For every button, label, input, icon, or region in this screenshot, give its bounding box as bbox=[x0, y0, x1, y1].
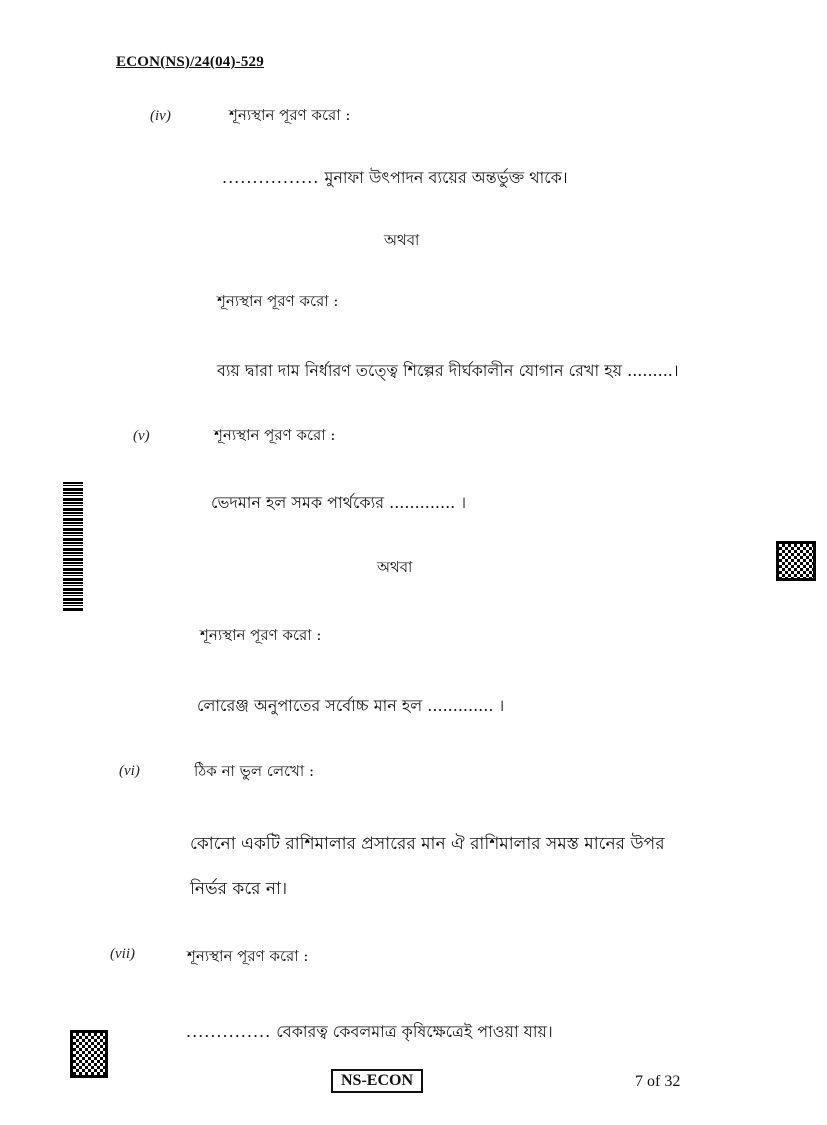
question-iv-alt-statement: ব্যয় দ্বারা দাম নির্ধারণ তত্ত্বে শিল্পের দীর্ঘকালীন যোগান রেখা হয় .........। bbox=[217, 361, 679, 380]
question-iv-instruction: শূন্যস্থান পূরণ করো : bbox=[229, 106, 351, 124]
qr-code-icon bbox=[776, 541, 816, 581]
blank-dots: ................ bbox=[222, 168, 320, 187]
question-iv-statement-row bbox=[222, 165, 568, 192]
question-number-vii: (vii) bbox=[110, 946, 135, 962]
question-vii-instruction: শূন্যস্থান পূরণ করো : bbox=[187, 947, 309, 965]
question-iv-statement: মুনাফা উৎপাদন ব্যয়ের অন্তর্ভুক্ত থাকে। bbox=[324, 168, 568, 187]
question-v-statement: ভেদমান হল সমক পার্থক্যের ............. । bbox=[211, 493, 467, 512]
question-v-alt-instruction: শূন্যস্থান পূরণ করো : bbox=[200, 626, 322, 644]
or-label-iv: অথবা bbox=[384, 231, 420, 249]
question-vi-statement-line2: নির্ভর করে না। bbox=[190, 879, 288, 899]
question-iv-alt-instruction: শূন্যস্থান পূরণ করো : bbox=[217, 292, 339, 310]
question-number-iv: (iv) bbox=[150, 108, 171, 124]
blank-dots: .............. bbox=[186, 1022, 272, 1041]
question-number-vi: (vi) bbox=[119, 763, 140, 779]
barcode-icon bbox=[63, 482, 83, 612]
question-vii-statement: বেকারত্ব কেবলমাত্র কৃষিক্ষেত্রেই পাওয়া যায়। bbox=[276, 1022, 553, 1041]
question-v-instruction: শূন্যস্থান পূরণ করো : bbox=[214, 426, 336, 444]
question-vi-instruction: ঠিক না ভুল লেখো : bbox=[194, 762, 315, 780]
question-v-alt-statement: লোরেঞ্জ অনুপাতের সর্বোচ্চ মান হল ............. । bbox=[197, 696, 505, 715]
subject-code-box: NS-ECON bbox=[331, 1069, 423, 1093]
question-number-v: (v) bbox=[133, 428, 150, 444]
or-label-v: অথবা bbox=[377, 558, 413, 576]
page-number: 7 of 32 bbox=[635, 1073, 681, 1090]
qr-code-icon bbox=[70, 1030, 108, 1078]
question-vi-statement-line1: কোনো একটি রাশিমালার প্রসারের মান ঐ রাশিমালার সমস্ত মানের উপর bbox=[190, 834, 665, 854]
paper-code: ECON(NS)/24(04)-529 bbox=[116, 54, 264, 70]
question-vii-statement-row bbox=[186, 1019, 553, 1046]
